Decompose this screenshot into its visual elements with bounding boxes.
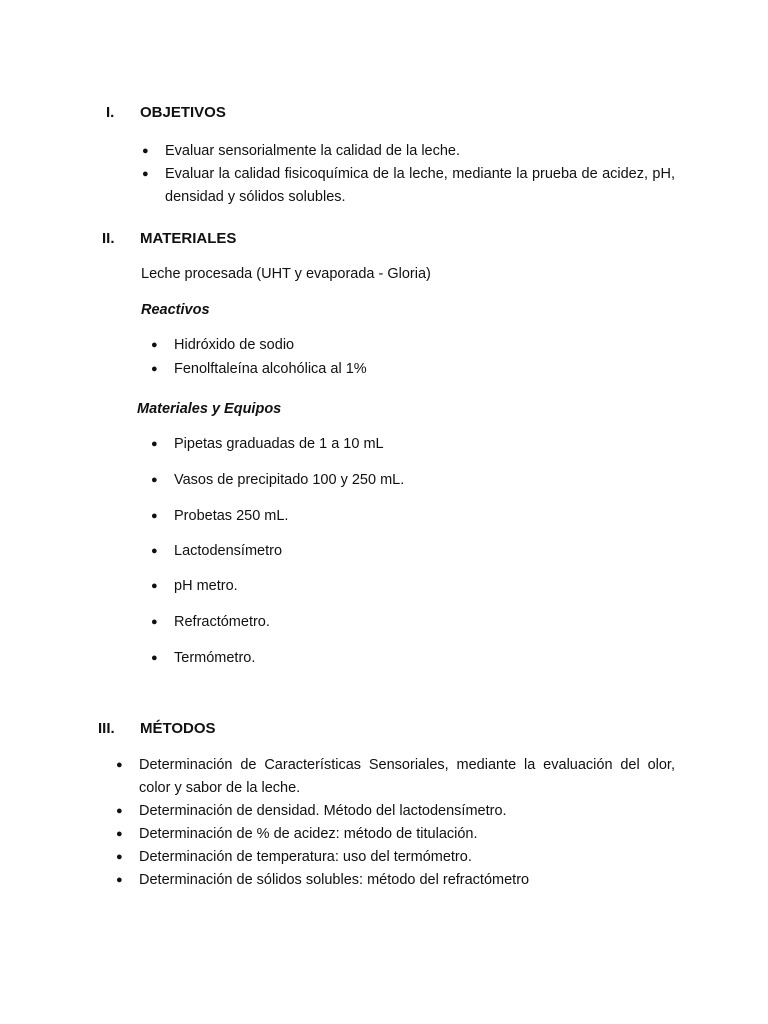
section-title: MÉTODOS (140, 720, 216, 737)
bullet-icon: ● (151, 438, 158, 450)
list-item: pH metro. (174, 578, 238, 594)
section-number: I. (106, 104, 115, 121)
bullet-icon: ● (116, 759, 123, 771)
bullet-icon: ● (116, 828, 123, 840)
bullet-icon: ● (116, 805, 123, 817)
bullet-icon: ● (142, 168, 149, 180)
section-title: MATERIALES (140, 230, 237, 247)
bullet-icon: ● (151, 652, 158, 664)
bullet-icon: ● (142, 145, 149, 157)
bullet-icon: ● (151, 616, 158, 628)
list-item: Hidróxido de sodio (174, 337, 295, 353)
section-number: II. (102, 230, 115, 247)
bullet-icon: ● (151, 339, 158, 351)
list-item: Lactodensímetro (174, 543, 283, 559)
list-item: Determinación de sólidos solubles: método del refractómetro (139, 872, 530, 888)
section-number: III. (98, 720, 115, 737)
bullet-icon: ● (151, 474, 158, 486)
paragraph: Leche procesada (UHT y evaporada - Gloria) (141, 266, 431, 282)
subheading: Reactivos (141, 302, 210, 318)
list-item: Termómetro. (174, 650, 256, 666)
bullet-icon: ● (116, 874, 123, 886)
list-item: Determinación de % de acidez: método de titulación. (139, 826, 478, 842)
list-item: Evaluar sensorialmente la calidad de la leche. (165, 143, 461, 159)
list-item: Pipetas graduadas de 1 a 10 mL (174, 436, 384, 452)
list-item: Determinación de temperatura: uso del termómetro. (139, 849, 472, 865)
list-item: Determinación de Características Sensoriales, mediante la evaluación del olor, color y sabor de la leche. (139, 757, 675, 796)
list-item: Determinación de densidad. Método del lactodensímetro. (139, 803, 507, 819)
section-title: OBJETIVOS (140, 104, 226, 121)
list-item: Fenolftaleína alcohólica al 1% (174, 361, 367, 377)
list-item: Evaluar la calidad fisicoquímica de la leche, mediante la prueba de acidez, pH, densidad y sólidos solubles. (165, 166, 675, 205)
bullet-icon: ● (151, 545, 158, 557)
bullet-icon: ● (151, 580, 158, 592)
subheading: Materiales y Equipos (137, 401, 282, 417)
list-item: Vasos de precipitado 100 y 250 mL. (174, 472, 405, 488)
bullet-icon: ● (116, 851, 123, 863)
list-item: Refractómetro. (174, 614, 270, 630)
bullet-icon: ● (151, 510, 158, 522)
bullet-icon: ● (151, 363, 158, 375)
list-item: Probetas 250 mL. (174, 508, 289, 524)
